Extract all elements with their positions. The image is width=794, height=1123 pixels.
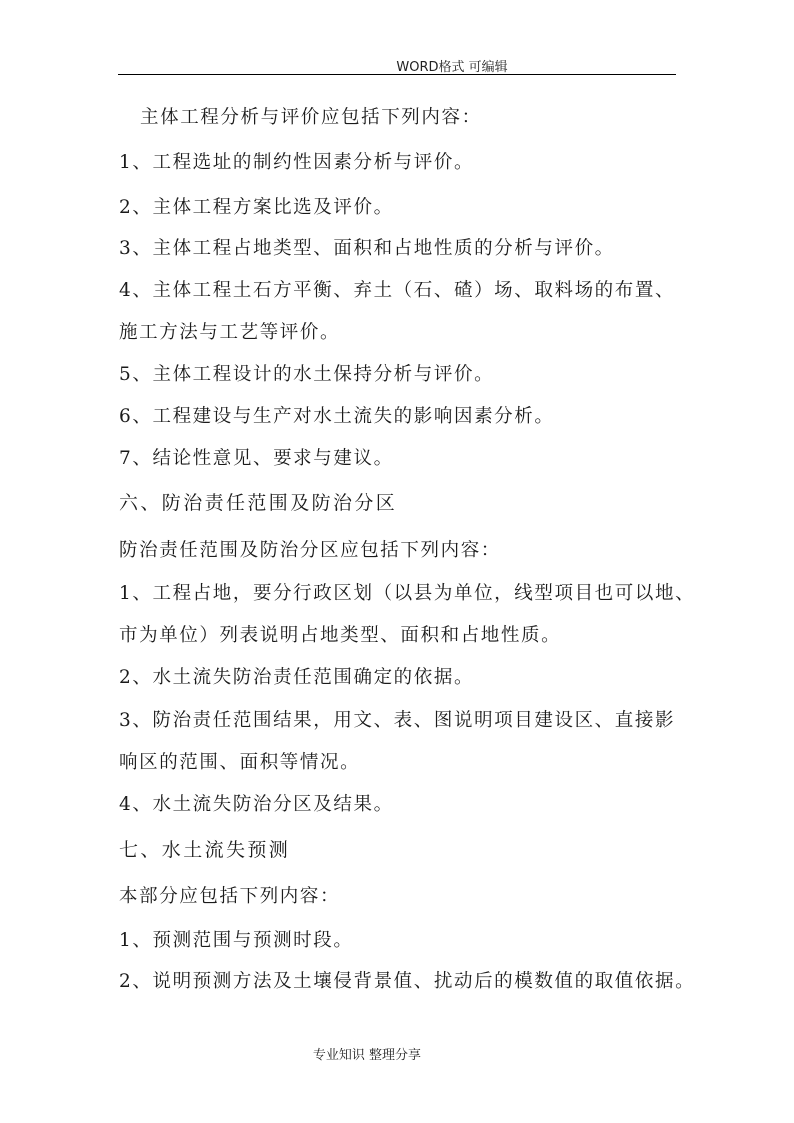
list-item: 2、水土流失防治责任范围确定的依据。 — [119, 667, 475, 688]
list-item: 7、结论性意见、要求与建议。 — [119, 448, 394, 469]
section-heading: 七、水土流失预测 — [119, 839, 291, 861]
section-intro: 防治责任范围及防治分区应包括下列内容： — [119, 540, 501, 561]
page-footer-text: 专业知识 整理分享 — [312, 1048, 422, 1063]
list-item-continuation: 施工方法与工艺等评价。 — [119, 322, 341, 343]
list-item-continuation: 响区的范围、面积等情况。 — [119, 752, 361, 773]
section-heading: 六、防治责任范围及防治分区 — [119, 492, 398, 514]
list-item: 2、主体工程方案比选及评价。 — [119, 197, 394, 218]
list-item: 1、预测范围与预测时段。 — [119, 930, 354, 951]
page-header-text: WORD格式 可编辑 — [396, 60, 508, 75]
header-rule — [118, 74, 676, 75]
list-item: 2、说明预测方法及土壤侵背景值、扰动后的模数值的取值依据。 — [119, 971, 696, 992]
section-intro: 本部分应包括下列内容： — [119, 886, 341, 907]
list-item: 4、水土流失防治分区及结果。 — [119, 794, 394, 815]
list-item: 3、防治责任范围结果，用文、表、图说明项目建设区、直接影 — [119, 710, 676, 731]
list-item: 6、工程建设与生产对水土流失的影响因素分析。 — [119, 406, 555, 427]
list-item: 1、工程选址的制约性因素分析与评价。 — [119, 152, 475, 173]
list-item-continuation: 市为单位）列表说明占地类型、面积和占地性质。 — [119, 625, 562, 646]
list-item: 3、主体工程占地类型、面积和占地性质的分析与评价。 — [119, 238, 615, 259]
intro-line: 主体工程分析与评价应包括下列内容： — [140, 107, 482, 128]
list-item: 1、工程占地，要分行政区划（以县为单位，线型项目也可以地、 — [119, 583, 696, 604]
list-item: 5、主体工程设计的水土保持分析与评价。 — [119, 364, 495, 385]
list-item: 4、主体工程土石方平衡、弃土（石、碴）场、取料场的布置、 — [119, 280, 676, 301]
